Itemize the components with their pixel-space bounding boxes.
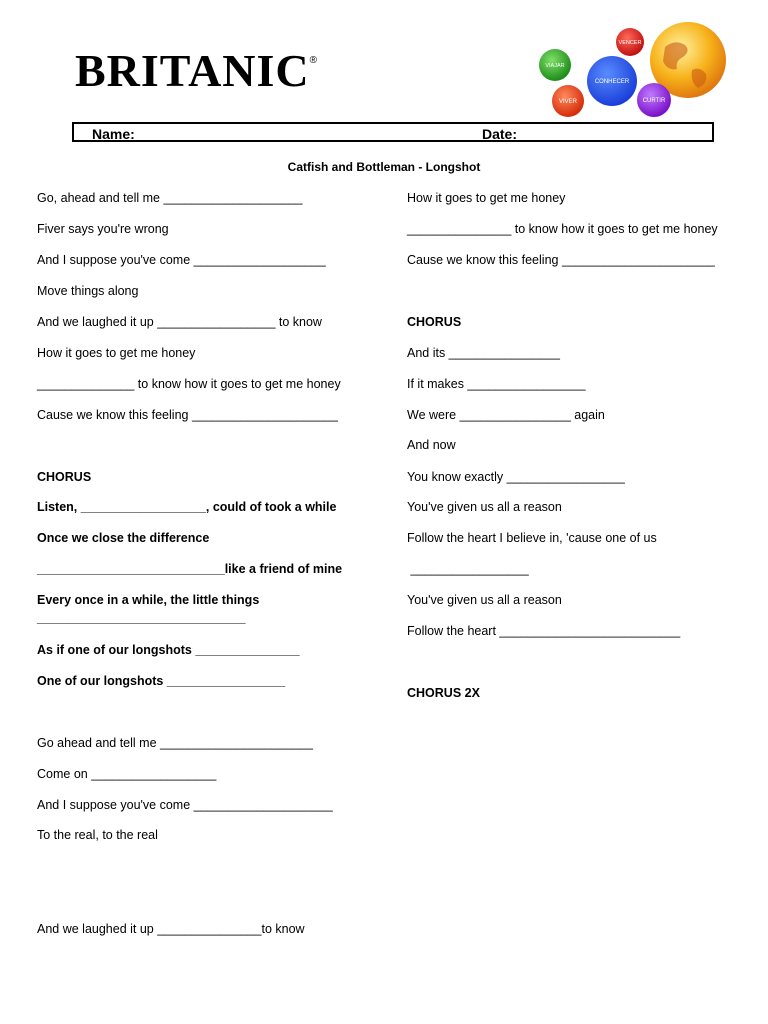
lyric-line: _______________ to know how it goes to get me honey bbox=[407, 222, 718, 236]
lyric-line: And I suppose you've come ___________________ bbox=[37, 253, 326, 267]
song-title: Catfish and Bottleman - Longshot bbox=[287, 160, 481, 174]
lyric-line: And we laughed it up _________________ to know bbox=[37, 315, 322, 329]
date-label: Date: bbox=[482, 126, 518, 142]
chorus-line: Listen, __________________, could of took a while bbox=[37, 500, 337, 514]
bubble-conhecer-label: CONHECER bbox=[594, 79, 630, 85]
bubble-viver-label: VIVER bbox=[558, 99, 578, 105]
lyric-line: You've given us all a reason bbox=[407, 500, 562, 514]
chorus-line: One of our longshots _________________ bbox=[37, 674, 286, 688]
lyric-line: Cause we know this feeling _____________________ bbox=[37, 408, 338, 422]
lyric-line: How it goes to get me honey bbox=[407, 191, 566, 205]
chorus-line: As if one of our longshots _______________ bbox=[37, 643, 300, 657]
chorus-line: Every once in a while, the little things bbox=[37, 593, 260, 607]
lyric-line: You've given us all a reason bbox=[407, 593, 562, 607]
lyric-line: And now bbox=[407, 438, 456, 452]
chorus-heading: CHORUS bbox=[407, 315, 462, 329]
chorus-line: ______________________________ bbox=[37, 611, 246, 625]
bubble-curtir-label: CURTIR bbox=[642, 98, 666, 104]
logo-mark: ® bbox=[309, 55, 319, 66]
lyric-line: _________________ bbox=[407, 562, 529, 576]
chorus-2x-heading: CHORUS 2X bbox=[407, 686, 480, 700]
britanic-logo bbox=[75, 45, 319, 96]
lyric-line: How it goes to get me honey bbox=[37, 346, 196, 360]
name-label: Name: bbox=[92, 126, 135, 142]
lyric-line: We were ________________ again bbox=[407, 408, 605, 422]
bubble-vencer-label: VENCER bbox=[618, 40, 642, 46]
lyric-line: Go, ahead and tell me ____________________ bbox=[37, 191, 303, 205]
chorus-line: ___________________________like a friend of mine bbox=[37, 562, 343, 576]
lyric-line: Move things along bbox=[37, 284, 139, 298]
name-date-box bbox=[72, 122, 714, 142]
lyric-line: If it makes _________________ bbox=[407, 377, 586, 391]
lyric-line: And we laughed it up _______________to know bbox=[37, 922, 305, 936]
chorus-line: Once we close the difference bbox=[37, 531, 210, 545]
lyric-line: To the real, to the real bbox=[37, 828, 158, 842]
lyric-line: Come on __________________ bbox=[37, 767, 217, 781]
logo-text: BRITANIC bbox=[75, 45, 310, 96]
lyric-line: Follow the heart I believe in, 'cause one of us bbox=[407, 531, 657, 545]
lyric-line: Go ahead and tell me ______________________ bbox=[37, 736, 313, 750]
lyric-line: And its ________________ bbox=[407, 346, 560, 360]
bubble-viajar-label: VIAJAR bbox=[545, 63, 565, 69]
lyric-line: You know exactly _________________ bbox=[407, 470, 625, 484]
lyric-line: ______________ to know how it goes to get me honey bbox=[37, 377, 341, 391]
lyric-line: Fiver says you're wrong bbox=[37, 222, 169, 236]
lyric-line: And I suppose you've come ____________________ bbox=[37, 798, 333, 812]
chorus-heading: CHORUS bbox=[37, 470, 92, 484]
bubbles-globe-graphic bbox=[530, 22, 730, 122]
lyric-line: Cause we know this feeling ______________________ bbox=[407, 253, 715, 267]
lyric-line: Follow the heart __________________________ bbox=[407, 624, 681, 638]
